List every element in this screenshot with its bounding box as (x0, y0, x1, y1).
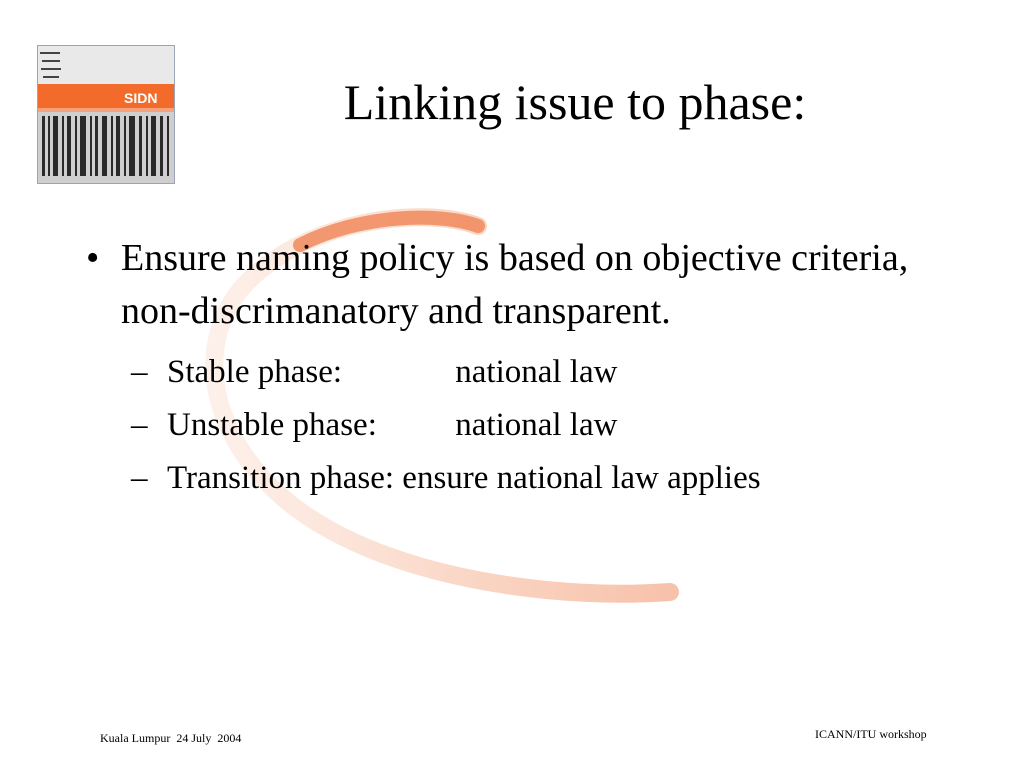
sidn-logo (37, 45, 175, 184)
sub-bullet-item (131, 452, 946, 505)
content-list (86, 232, 946, 505)
sub-bullet-label: Stable phase: (167, 354, 343, 390)
sub-bullet-item (131, 399, 946, 452)
sub-bullet-item (131, 346, 946, 399)
sub-bullet-value: national law (455, 354, 618, 390)
sub-bullet-label: Unstable phase: (167, 407, 377, 443)
bullet-marker: • (86, 237, 100, 279)
sub-bullet-value: ensure national law applies (402, 460, 761, 496)
slide-title: Linking issue to phase: (343, 74, 807, 130)
sub-bullet-marker: – (131, 460, 148, 496)
sub-bullet-marker: – (131, 407, 148, 443)
footer-event-name: ICANN/ITU workshop (815, 727, 927, 741)
barcode-image (38, 46, 175, 184)
sub-bullet-value: national law (455, 407, 618, 443)
sub-bullet-marker: – (131, 354, 148, 390)
footer-location-date: Kuala Lumpur 24 July 2004 (100, 731, 242, 745)
bullet-item (86, 232, 946, 338)
bullet-text: Ensure naming policy is based on objective criteria, non-discrimanatory and transparent. (121, 237, 909, 332)
sub-bullet-list (131, 346, 946, 505)
logo-text: SIDN (124, 90, 158, 106)
sub-bullet-label: Transition phase: (167, 460, 403, 496)
